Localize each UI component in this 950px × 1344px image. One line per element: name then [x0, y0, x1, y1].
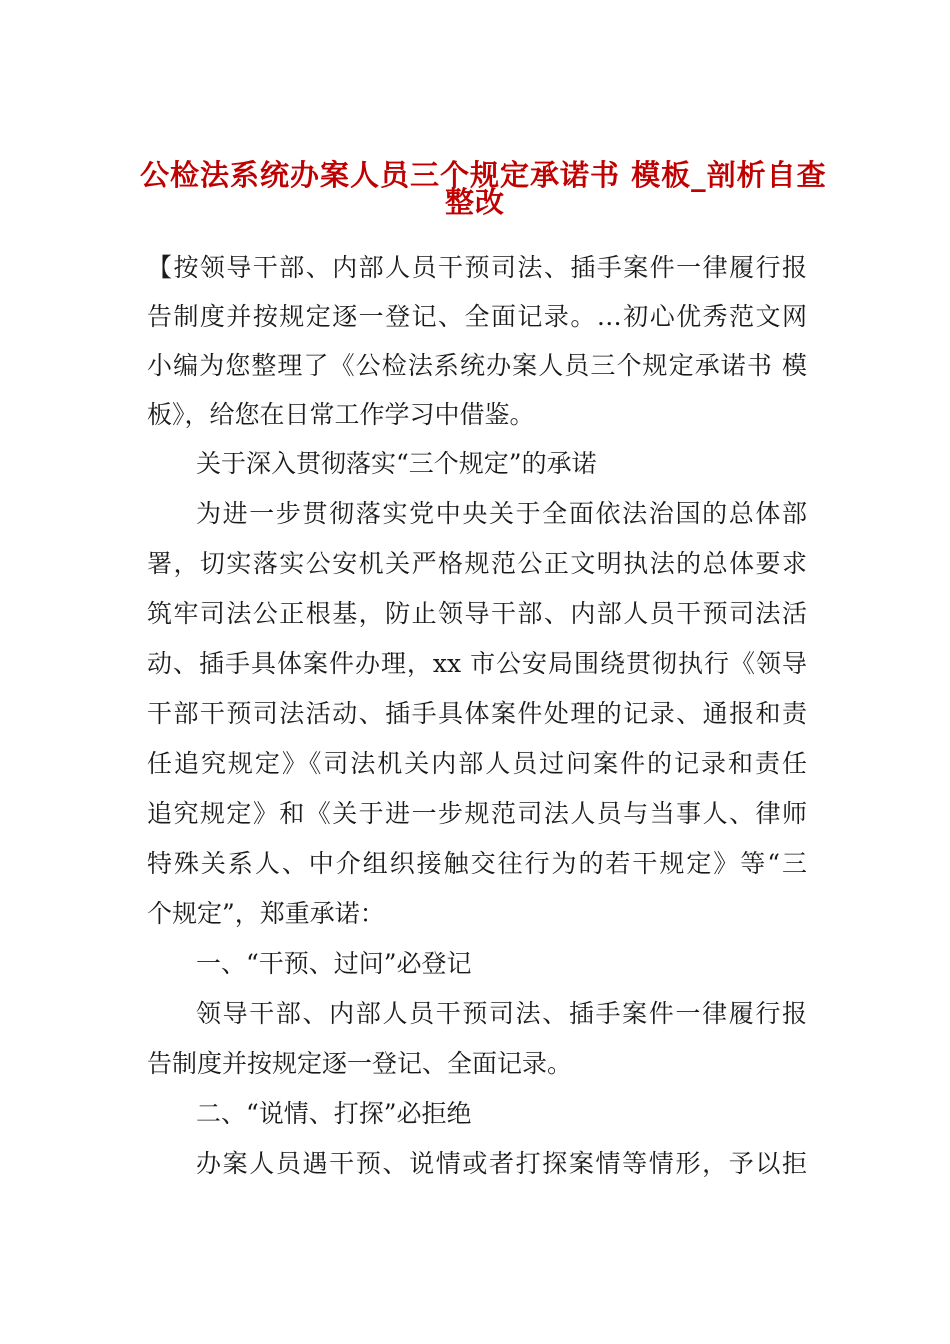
paragraph-line: 特殊关系人、中介组织接触交往行为的若干规定》等“三: [147, 849, 807, 878]
section-1-body-line: 告制度并按规定逐一登记、全面记录。: [147, 1049, 573, 1078]
section-1-body-line: 领导干部、内部人员干预司法、插手案件一律履行报: [196, 999, 807, 1028]
intro-line: 【按领导干部、内部人员干预司法、插手案件一律履行报: [147, 253, 807, 282]
paragraph-line: 动、插手具体案件办理，xx 市公安局围绕贯彻执行《领导: [147, 649, 807, 678]
paragraph-line: 为进一步贯彻落实党中央关于全面依法治国的总体部: [196, 499, 807, 528]
paragraph-line: 追究规定》和《关于进一步规范司法人员与当事人、律师: [147, 799, 807, 828]
intro-line: 告制度并按规定逐一登记、全面记录。…初心优秀范文网: [147, 302, 807, 331]
section-2-heading: 二、“说情、打探”必拒绝: [196, 1099, 472, 1128]
section-1-heading: 一、“干预、过问”必登记: [196, 949, 472, 978]
document-title-line-1: 公检法系统办案人员三个规定承诺书 模板_剖析自查: [140, 158, 827, 192]
intro-line: 板》，给您在日常工作学习中借鉴。: [147, 400, 535, 429]
paragraph-line: 任追究规定》《司法机关内部人员过问案件的记录和责任: [147, 749, 807, 778]
paragraph-line: 干部干预司法活动、插手具体案件处理的记录、通报和责: [147, 699, 807, 728]
paragraph-line: 署，切实落实公安机关严格规范公正文明执法的总体要求: [147, 549, 807, 578]
document-title-line-2: 整改: [444, 185, 505, 219]
paragraph-line: 个规定”，郑重承诺：: [147, 899, 385, 928]
section-2-body-line: 办案人员遇干预、说情或者打探案情等情形，予以拒: [196, 1149, 807, 1178]
intro-line: 小编为您整理了《公检法系统办案人员三个规定承诺书 模: [147, 351, 807, 380]
subtitle: 关于深入贯彻落实“三个规定”的承诺: [196, 449, 597, 478]
paragraph-line: 筑牢司法公正根基，防止领导干部、内部人员干预司法活: [147, 599, 807, 628]
